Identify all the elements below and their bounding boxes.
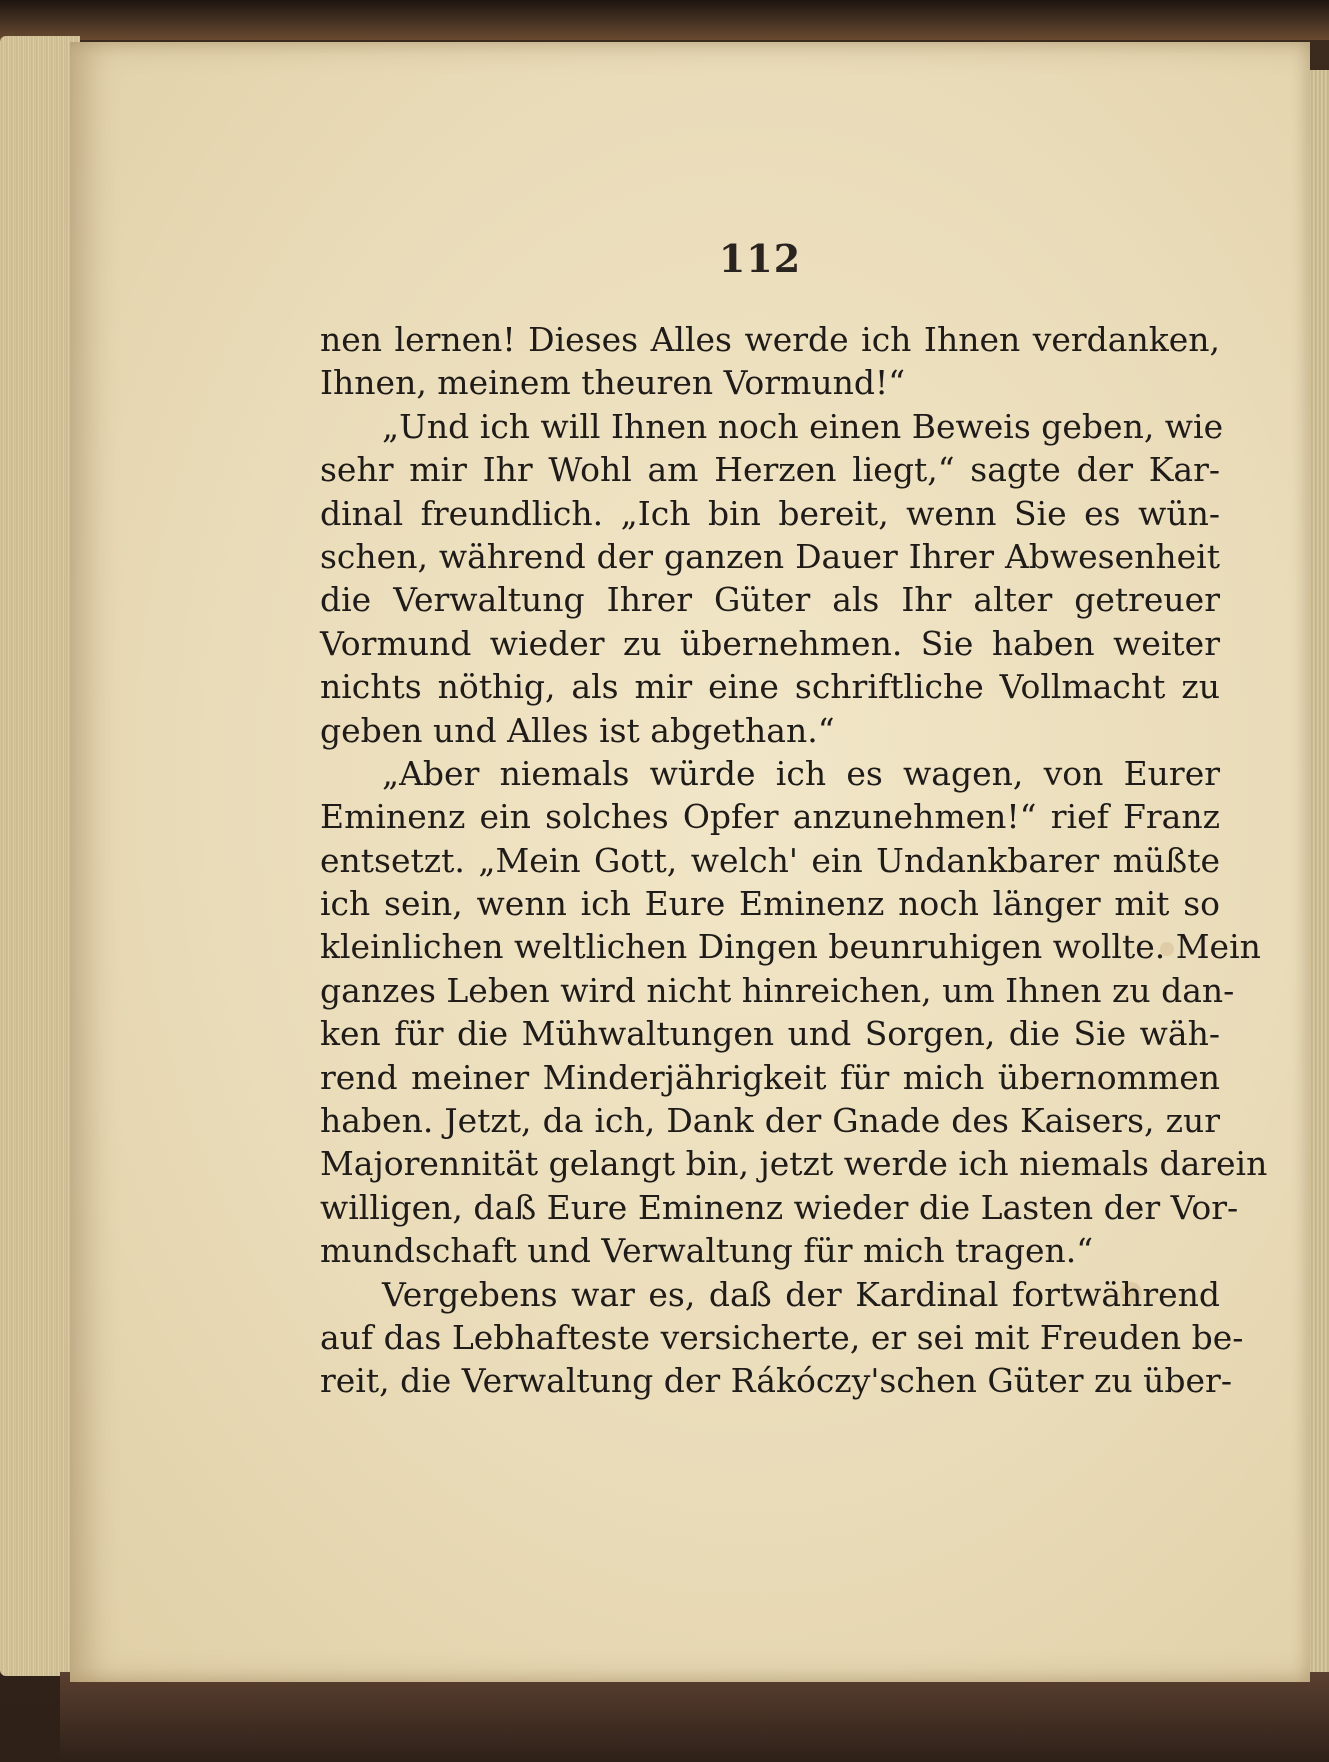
text-line: Ihnen, meinem theuren Vormund!“ [320, 363, 906, 403]
text-line: ken für die Mühwaltungen und Sorgen, die Sie wäh- [320, 1014, 1220, 1054]
text-line: haben. Jetzt, da ich, Dank der Gnade des Kaisers, zur [320, 1101, 1220, 1141]
book-cover-top [0, 0, 1329, 40]
text-line: Eminenz ein solches Opfer anzunehmen!“ rief Franz [320, 797, 1220, 837]
page-text [320, 318, 1268, 1403]
text-line: „Aber niemals würde ich es wagen, von Eurer [382, 753, 1220, 793]
text-line: Vormund wieder zu übernehmen. Sie haben weiter [320, 623, 1220, 663]
text-line: „Und ich will Ihnen noch einen Beweis geben, wie [382, 406, 1224, 446]
text-line: willigen, daß Eure Eminenz wieder die Lasten der Vor- [320, 1187, 1239, 1227]
page-number: 112 [718, 236, 802, 281]
text-line: kleinlichen weltlichen Dingen beunruhigen wollte. Mein [320, 927, 1261, 967]
text-line: nichts nöthig, als mir eine schriftliche Vollmacht zu [320, 667, 1220, 707]
book-bottom-edge [60, 1672, 1329, 1762]
text-line: geben und Alles ist abgethan.“ [320, 710, 835, 750]
text-line: schen, während der ganzen Dauer Ihrer Abwesenheit [320, 536, 1220, 576]
text-line: mundschaft und Verwaltung für mich tragen.“ [320, 1231, 1094, 1271]
text-line: sehr mir Ihr Wohl am Herzen liegt,“ sagte der Kar- [320, 450, 1220, 490]
text-line: auf das Lebhafteste versicherte, er sei mit Freuden be- [320, 1317, 1244, 1357]
text-line: nen lernen! Dieses Alles werde ich Ihnen verdanken, [320, 320, 1220, 359]
text-line: dinal freundlich. „Ich bin bereit, wenn Sie es wün- [320, 493, 1220, 533]
text-line: rend meiner Minderjährigkeit für mich übernommen [320, 1057, 1220, 1097]
text-line: ich sein, wenn ich Eure Eminenz noch länger mit so [320, 884, 1220, 924]
text-line: ganzes Leben wird nicht hinreichen, um Ihnen zu dan- [320, 970, 1235, 1010]
text-line: Majorennität gelangt bin, jetzt werde ich niemals darein [320, 1144, 1268, 1184]
text-line: reit, die Verwaltung der Rákóczy'schen Güter zu über- [320, 1361, 1232, 1401]
text-line: entsetzt. „Mein Gott, welch' ein Undankbarer müßte [320, 840, 1220, 880]
page-edges-left [0, 36, 80, 1676]
text-line: die Verwaltung Ihrer Güter als Ihr alter getreuer [320, 580, 1220, 620]
text-line: Vergebens war es, daß der Kardinal fortwährend [382, 1274, 1220, 1314]
